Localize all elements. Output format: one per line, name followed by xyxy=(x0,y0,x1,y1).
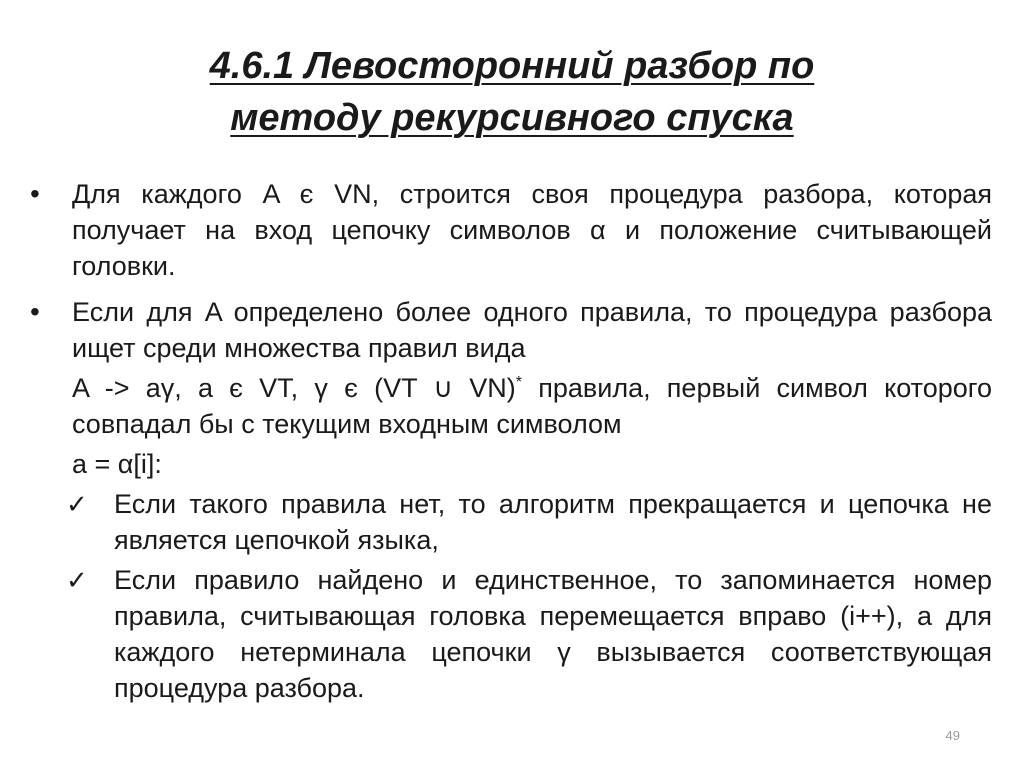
checkmark-icon: ✓ xyxy=(66,489,88,519)
slide-title-line-2: методу рекурсивного спуска xyxy=(230,97,794,139)
bullet-item-2 xyxy=(30,294,992,366)
check-item-2-text: Если правило найдено и единственное, то запоминается номер правила, считывающая головка перемещается вправо (i++), а для каждого нетерминала цепочки γ вызывается соответствующая процедура разбора. xyxy=(114,565,992,703)
rule-form-paragraph xyxy=(30,370,992,442)
page-number: 49 xyxy=(945,728,960,743)
bullet-dot-icon: • xyxy=(30,296,40,327)
check-item-2 xyxy=(30,562,992,706)
slide-title xyxy=(0,40,1024,144)
input-symbol-text: a = α[i]: xyxy=(72,449,162,479)
checkmark-icon: ✓ xyxy=(66,565,88,595)
rule-form-superscript: * xyxy=(515,374,523,391)
bullet-dot-icon: • xyxy=(30,178,40,209)
input-symbol-line xyxy=(30,446,992,482)
rule-form-text: A -> aγ, a є VT, γ є (VT ∪ VN) xyxy=(72,373,516,403)
rule-form-continuation: правила, первый символ которого совпадал бы с текущим входным символом xyxy=(72,373,993,439)
check-item-1-text: Если такого правила нет, то алгоритм прекращается и цепочка не является цепочкой языка, xyxy=(114,489,992,555)
slide-body xyxy=(30,176,992,706)
bullet-item-1 xyxy=(30,176,992,284)
check-item-1 xyxy=(30,486,992,558)
slide-title-line-1: 4.6.1 Левосторонний разбор по xyxy=(209,45,815,87)
bullet-item-2-text: Если для A определено более одного правила, то процедура разбора ищет среди множества правил вида xyxy=(72,297,992,363)
bullet-item-1-text: Для каждого A є VN, строится своя процедура разбора, которая получает на вход цепочку символов α и положение считывающей головки. xyxy=(72,179,992,281)
